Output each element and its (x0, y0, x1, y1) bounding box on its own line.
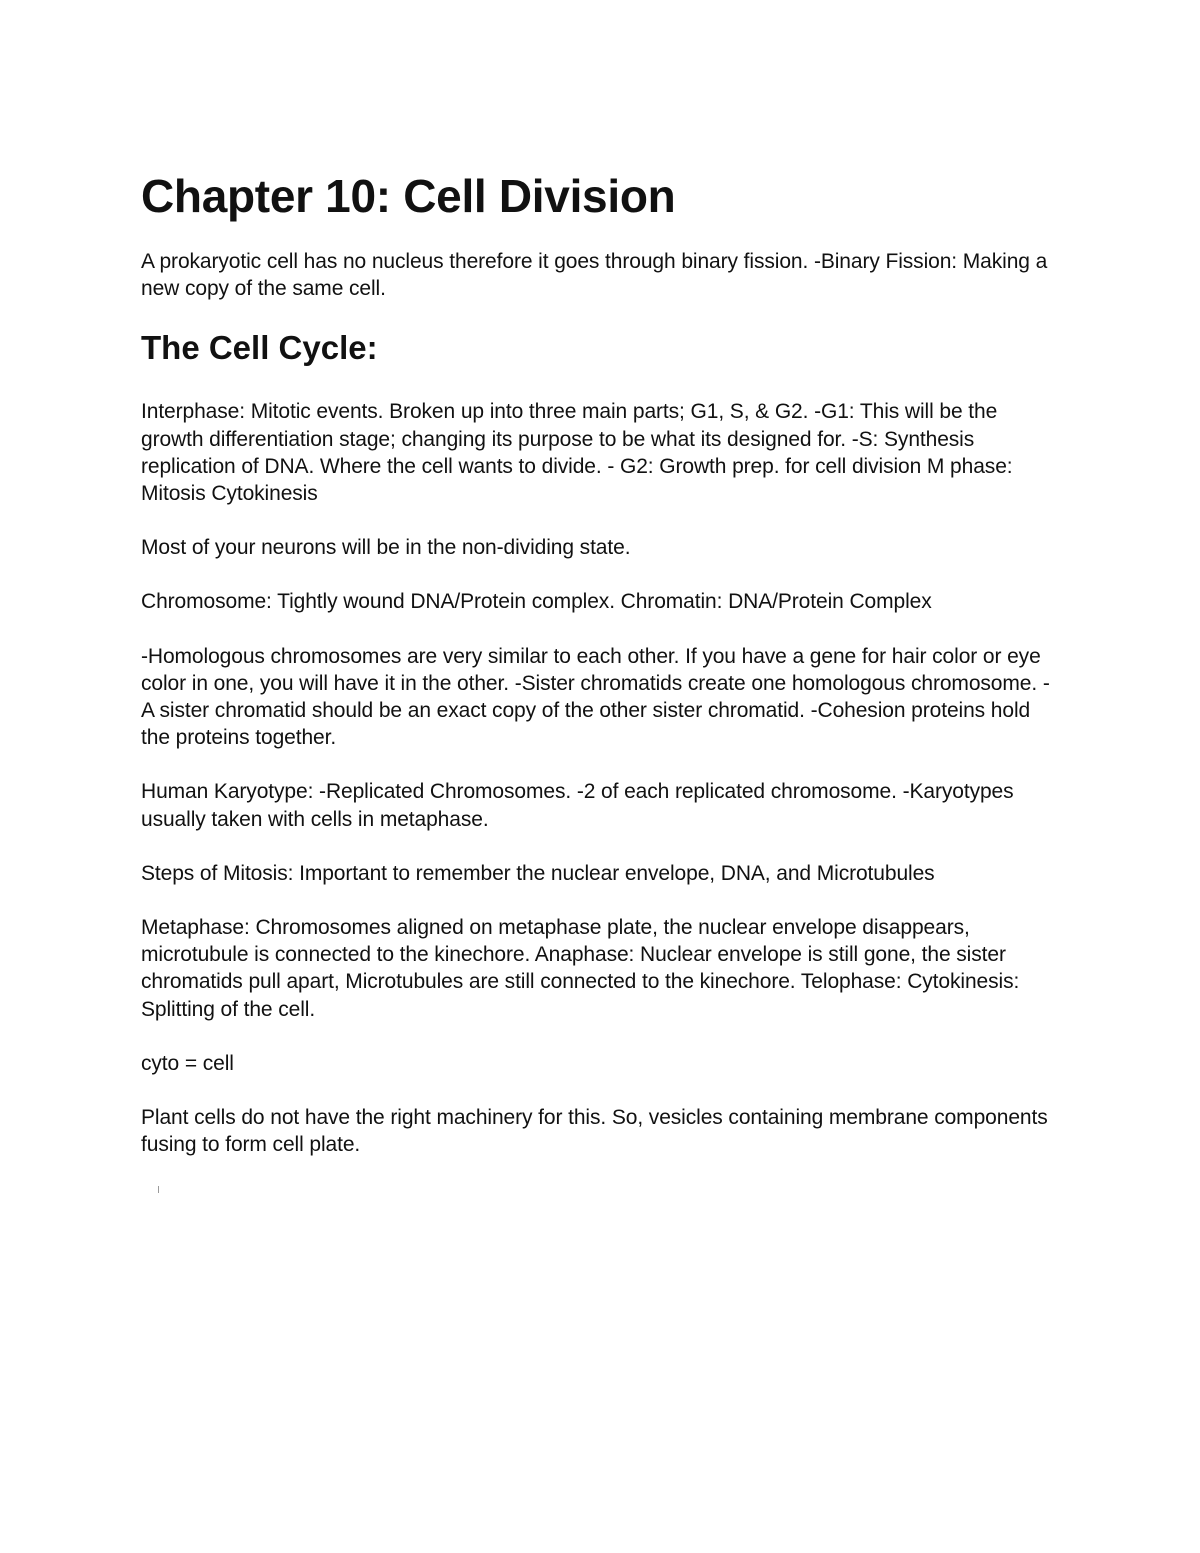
paragraph-karyotype: Human Karyotype: -Replicated Chromosomes. -2 of each replicated chromosome. -Karyotypes usually taken with cells in metaphase. (141, 780, 1014, 831)
document-page (141, 168, 1061, 1185)
paragraph-phases: Metaphase: Chromosomes aligned on metaphase plate, the nuclear envelope disappears, microtubule is connected to the kinechore. Anaphase: Nuclear envelope is still gone, the sister chromatids pull apart, Microtubules are still connected to the kinechore. Telophase: Cytokinesis: Splitting of the cell. (141, 916, 1020, 1021)
paragraph-interphase: Interphase: Mitotic events. Broken up into three main parts; G1, S, & G2. -G1: This will be the growth differentiation stage; changing its purpose to be what its designed for. -S: Synthesis replication of DNA. Where the cell wants to divide. - G2: Growth prep. for cell division M phase: Mitosis Cytokinesis (141, 400, 1013, 506)
stray-mark (158, 1186, 159, 1193)
paragraph-mitosis-steps: Steps of Mitosis: Important to remember the nuclear envelope, DNA, and Microtubules (141, 861, 935, 885)
intro-paragraph: A prokaryotic cell has no nucleus therefore it goes through binary fission. -Binary Fission: Making a new copy of the same cell. (141, 250, 1048, 301)
paragraph-cyto: cyto = cell (141, 1051, 234, 1075)
paragraph-plant-cells: Plant cells do not have the right machinery for this. So, vesicles containing membrane components fusing to form cell plate. (141, 1106, 1048, 1157)
paragraph-chromosome: Chromosome: Tightly wound DNA/Protein complex. Chromatin: DNA/Protein Complex (141, 590, 932, 614)
paragraph-neurons: Most of your neurons will be in the non-dividing state. (141, 536, 631, 560)
paragraph-homologous: -Homologous chromosomes are very similar to each other. If you have a gene for hair color or eye color in one, you will have it in the other. -Sister chromatids create one homologous chromosome. -A sister chromatid should be an exact copy of the other sister chromatid. -Cohesion proteins hold the proteins together. (141, 644, 1050, 750)
chapter-title: Chapter 10: Cell Division (141, 170, 676, 222)
section-heading: The Cell Cycle: (141, 329, 378, 367)
